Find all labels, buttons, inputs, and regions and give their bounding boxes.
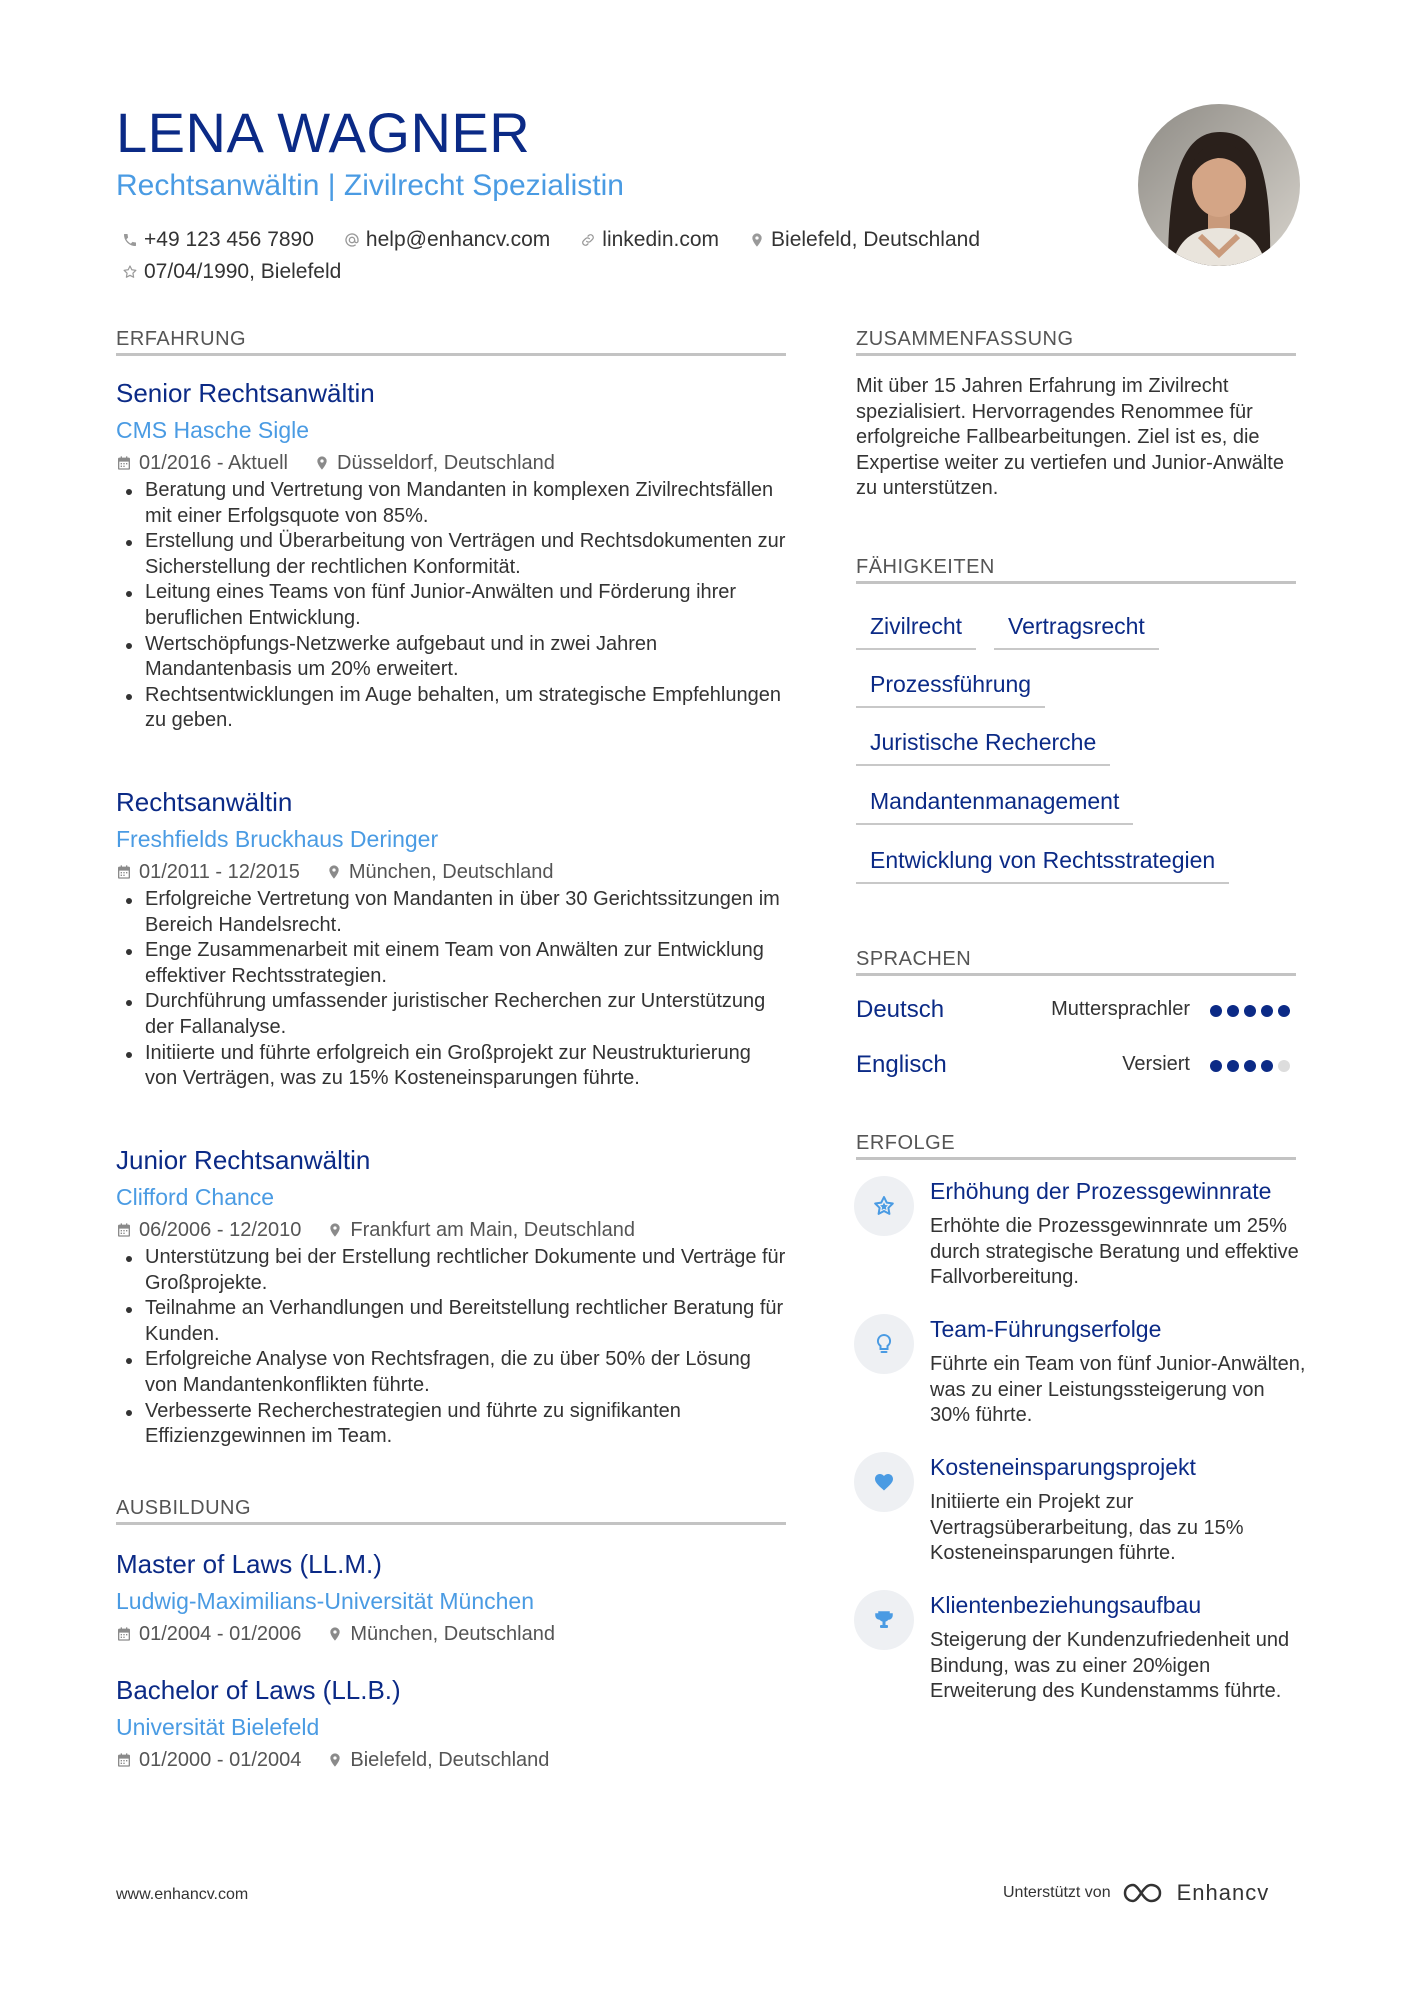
achievement-title: Team-Führungserfolge: [930, 1316, 1162, 1342]
achievement-icon-badge: [854, 1314, 914, 1374]
star-outline-icon: [122, 264, 138, 280]
job-dates-text: 06/2006 - 12/2010: [139, 1219, 302, 1241]
school-name: Universität Bielefeld: [116, 1714, 320, 1740]
bullet-item: Durchführung umfassender juristischer Recherchen zur Unterstützung der Fallanalyse.: [145, 989, 786, 1040]
education-location-text: Bielefeld, Deutschland: [350, 1749, 550, 1771]
education-location: [327, 1619, 555, 1649]
link-icon: [580, 232, 596, 248]
location-pin-icon: [749, 232, 765, 248]
job-location: [314, 448, 555, 478]
summary-text: Mit über 15 Jahren Erfahrung im Zivilrecht spezialisiert. Hervorragendes Renommee für erfolgreiche Fallbearbeitungen. Ziel ist es, die Expertise weiter zu vertiefen und Junior-Anwälte zu unterstützen.: [856, 375, 1284, 500]
profile-photo: [1138, 104, 1300, 266]
skill-tag: Entwicklung von Rechtsstrategien: [856, 838, 1229, 884]
achievement-icon-badge: [854, 1176, 914, 1236]
star-icon: [872, 1194, 896, 1218]
calendar-icon: [116, 1626, 132, 1642]
trophy-icon: [872, 1608, 896, 1632]
location-pin-icon: [327, 1752, 343, 1768]
calendar-icon: [116, 1752, 132, 1768]
job-title: Junior Rechtsanwältin: [116, 1145, 371, 1175]
location-text: Bielefeld, Deutschland: [771, 228, 980, 251]
achievement-description: Erhöhte die Prozessgewinnrate um 25% durch strategische Beratung und effektive Fallvorbereitung.: [930, 1215, 1299, 1289]
job-dates-text: 01/2011 - 12/2015: [139, 861, 300, 883]
rating-dot: [1261, 1005, 1273, 1017]
skill-tag: Prozessführung: [856, 662, 1045, 708]
job-location-text: München, Deutschland: [348, 861, 554, 883]
achievement-title: Erhöhung der Prozessgewinnrate: [930, 1178, 1272, 1204]
calendar-icon: [116, 1222, 132, 1238]
company-name: Clifford Chance: [116, 1184, 275, 1210]
job-location: [327, 1215, 635, 1245]
language-name: Englisch: [856, 1051, 947, 1078]
school-name: Ludwig-Maximilians-Universität München: [116, 1588, 534, 1614]
skill-tag: Zivilrecht: [856, 604, 976, 650]
lightbulb-icon: [872, 1332, 896, 1356]
bullet-item: Enge Zusammenarbeit mit einem Team von Anwälten zur Entwicklung effektiver Rechtsstrategien.: [145, 938, 786, 989]
bullet-item: Beratung und Vertretung von Mandanten in komplexen Zivilrechtsfällen mit einer Erfolgsquote von 85%.: [145, 478, 786, 529]
language-level: Versiert: [1122, 1053, 1190, 1075]
languages-section-title: SPRACHEN: [856, 948, 972, 970]
bullet-item: Erfolgreiche Analyse von Rechtsfragen, die zu über 50% der Lösung von Mandantenkonflikten führte.: [145, 1347, 786, 1398]
job-title: Senior Rechtsanwältin: [116, 378, 375, 408]
location-pin-icon: [314, 455, 330, 471]
rating-dot: [1210, 1060, 1222, 1072]
education-location: [327, 1745, 549, 1775]
footer-website[interactable]: www.enhancv.com: [116, 1886, 249, 1903]
education-location-text: München, Deutschland: [350, 1623, 555, 1645]
brand-name: Enhancv: [1176, 1880, 1270, 1905]
achievement-title: Kosteneinsparungsprojekt: [930, 1454, 1196, 1480]
candidate-name: LENA WAGNER: [116, 101, 531, 164]
education-dates: [116, 1745, 301, 1775]
bullet-item: Teilnahme an Verhandlungen und Bereitstellung rechtlicher Beratung für Kunden.: [145, 1296, 786, 1347]
rating-dot: [1210, 1005, 1222, 1017]
bullet-item: Initiierte und führte erfolgreich ein Großprojekt zur Neustrukturierung von Verträgen, was zu 15% Kosteneinsparungen führte.: [145, 1041, 786, 1092]
bullet-item: Leitung eines Teams von fünf Junior-Anwälten und Förderung ihrer beruflichen Entwicklung.: [145, 580, 786, 631]
contact-info: [122, 224, 1072, 288]
language-rating: [1210, 1005, 1290, 1017]
rating-dot: [1244, 1060, 1256, 1072]
rating-dot: [1227, 1005, 1239, 1017]
location-pin-icon: [327, 1222, 343, 1238]
job-title: Rechtsanwältin: [116, 787, 293, 817]
job-meta: [116, 1215, 786, 1245]
avatar-illustration: [1138, 104, 1300, 266]
enhancv-logo-icon: [1121, 1880, 1167, 1906]
achievements-divider: [856, 1157, 1296, 1160]
footer-powered-by: [1003, 1880, 1269, 1906]
location-pin-icon: [327, 1626, 343, 1642]
achievement-icon-badge: [854, 1452, 914, 1512]
experience-section-title: ERFAHRUNG: [116, 328, 247, 350]
skills-section-title: FÄHIGKEITEN: [856, 556, 995, 578]
job-location-text: Frankfurt am Main, Deutschland: [350, 1219, 635, 1241]
language-rating: [1210, 1060, 1290, 1072]
job-dates: [116, 857, 300, 887]
contact-email[interactable]: [344, 228, 550, 252]
bullet-item: Verbesserte Recherchestrategien und führte zu signifikanten Effizienzgewinnen im Team.: [145, 1399, 786, 1450]
education-meta: [116, 1619, 786, 1649]
company-name: CMS Hasche Sigle: [116, 417, 310, 443]
at-icon: [344, 232, 360, 248]
rating-dot: [1278, 1060, 1290, 1072]
job-bullets: [116, 478, 786, 734]
email-text: help@enhancv.com: [365, 228, 551, 251]
education-divider: [116, 1522, 786, 1525]
phone-icon: [122, 232, 138, 248]
experience-item: [116, 783, 786, 1092]
rating-dot: [1227, 1060, 1239, 1072]
calendar-icon: [116, 455, 132, 471]
skill-tag: Vertragsrecht: [994, 604, 1159, 650]
contact-phone[interactable]: [122, 228, 314, 252]
job-location: [326, 857, 554, 887]
job-bullets: [116, 1245, 786, 1450]
job-dates: [116, 1215, 301, 1245]
heart-icon: [872, 1470, 896, 1494]
skill-tag: Mandantenmanagement: [856, 779, 1133, 825]
job-meta: [116, 448, 786, 478]
contact-location: [749, 228, 980, 252]
achievement-icon-badge: [854, 1590, 914, 1650]
linkedin-text: linkedin.com: [602, 228, 720, 251]
education-meta: [116, 1745, 786, 1775]
education-dates: [116, 1619, 301, 1649]
achievement-description: Führte ein Team von fünf Junior-Anwälten, was zu einer Leistungssteigerung von 30% führte.: [930, 1353, 1306, 1427]
phone-text: +49 123 456 7890: [144, 228, 314, 251]
language-name: Deutsch: [856, 996, 945, 1023]
education-dates-text: 01/2004 - 01/2006: [139, 1623, 302, 1645]
job-dates-text: 01/2016 - Aktuell: [139, 452, 288, 474]
degree-title: Bachelor of Laws (LL.B.): [116, 1675, 401, 1705]
job-meta: [116, 857, 786, 887]
languages-divider: [856, 973, 1296, 976]
candidate-headline: Rechtsanwältin | Zivilrecht Spezialistin: [116, 169, 624, 202]
bullet-item: Wertschöpfungs-Netzwerke aufgebaut und in zwei Jahren Mandantenbasis um 20% erweitert.: [145, 632, 786, 683]
skill-tag: Juristische Recherche: [856, 720, 1110, 766]
bullet-item: Unterstützung bei der Erstellung rechtlicher Dokumente und Verträge für Großprojekte.: [145, 1245, 786, 1296]
experience-item: [116, 1141, 786, 1450]
summary-section-title: ZUSAMMENFASSUNG: [856, 328, 1074, 350]
bullet-item: Erfolgreiche Vertretung von Mandanten in über 30 Gerichtssitzungen im Bereich Handelsrecht.: [145, 887, 786, 938]
achievement-description: Initiierte ein Projekt zur Vertragsüberarbeitung, das zu 15% Kosteneinsparungen führte.: [930, 1491, 1244, 1565]
location-pin-icon: [326, 864, 342, 880]
contact-birth: [122, 260, 341, 284]
experience-item: [116, 374, 786, 734]
education-section-title: AUSBILDUNG: [116, 1497, 252, 1519]
degree-title: Master of Laws (LL.M.): [116, 1549, 382, 1579]
birth-text: 07/04/1990, Bielefeld: [144, 260, 342, 283]
rating-dot: [1244, 1005, 1256, 1017]
bullet-item: Rechtsentwicklungen im Auge behalten, um strategische Empfehlungen zu geben.: [145, 683, 786, 734]
powered-by-text: Unterstützt von: [1003, 1884, 1111, 1901]
achievement-title: Klientenbeziehungsaufbau: [930, 1592, 1202, 1618]
job-bullets: [116, 887, 786, 1092]
job-dates: [116, 448, 288, 478]
education-item: [116, 1545, 786, 1649]
rating-dot: [1278, 1005, 1290, 1017]
summary-divider: [856, 353, 1296, 356]
achievement-description: Steigerung der Kundenzufriedenheit und Bindung, was zu einer 20%igen Erweiterung des Kundenstamms führte.: [930, 1629, 1290, 1703]
rating-dot: [1261, 1060, 1273, 1072]
language-level: Muttersprachler: [1051, 998, 1190, 1020]
education-dates-text: 01/2000 - 01/2004: [139, 1749, 302, 1771]
bullet-item: Erstellung und Überarbeitung von Verträgen und Rechtsdokumenten zur Sicherstellung der rechtlichen Konformität.: [145, 529, 786, 580]
experience-divider: [116, 353, 786, 356]
calendar-icon: [116, 864, 132, 880]
education-item: [116, 1671, 786, 1775]
achievements-section-title: ERFOLGE: [856, 1132, 956, 1154]
skills-divider: [856, 581, 1296, 584]
job-location-text: Düsseldorf, Deutschland: [337, 452, 555, 474]
contact-linkedin[interactable]: [580, 228, 719, 252]
company-name: Freshfields Bruckhaus Deringer: [116, 826, 439, 852]
